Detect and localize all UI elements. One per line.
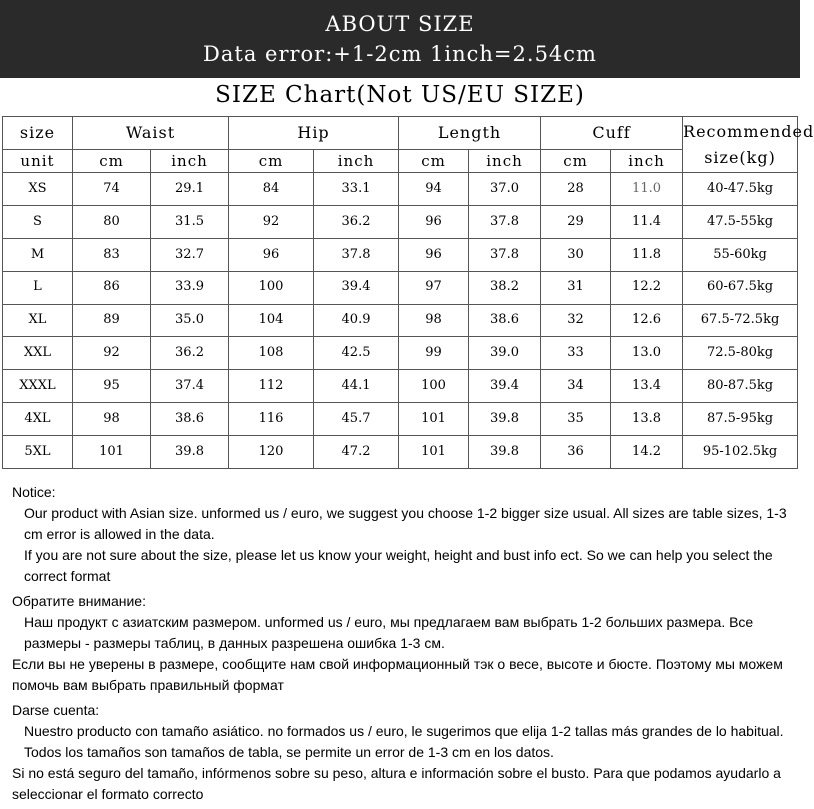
recommended-weight-cell: 95-102.5kg [683, 436, 798, 469]
measurement-cell: 116 [229, 403, 314, 436]
measurement-cell: 96 [399, 205, 469, 238]
measurement-cell: 34 [541, 370, 611, 403]
measurement-cell: 38.2 [469, 271, 541, 304]
header-row-units [3, 150, 798, 173]
size-cell: 4XL [3, 403, 73, 436]
recommended-weight-cell: 72.5-80kg [683, 337, 798, 370]
size-cell: XXL [3, 337, 73, 370]
recommended-weight-cell: 67.5-72.5kg [683, 304, 798, 337]
size-label: size [3, 117, 73, 150]
unit-cell: inch [611, 150, 683, 173]
measurement-cell: 38.6 [151, 403, 229, 436]
group-cuff: Cuff [541, 117, 683, 150]
notice-english [12, 482, 792, 587]
measurement-cell: 36.2 [314, 205, 399, 238]
group-waist: Waist [73, 117, 229, 150]
measurement-cell: 42.5 [314, 337, 399, 370]
notice-russian [12, 591, 792, 696]
measurement-cell: 96 [399, 238, 469, 271]
measurement-cell: 37.4 [151, 370, 229, 403]
measurement-cell: 33 [541, 337, 611, 370]
size-cell: M [3, 238, 73, 271]
header-title: ABOUT SIZE [325, 12, 475, 36]
measurement-cell: 100 [399, 370, 469, 403]
measurement-cell: 37.8 [469, 238, 541, 271]
table-row [3, 370, 798, 403]
unit-cell: inch [151, 150, 229, 173]
unit-cell: inch [314, 150, 399, 173]
measurement-cell: 98 [73, 403, 151, 436]
size-cell: 5XL [3, 436, 73, 469]
unit-cell: cm [541, 150, 611, 173]
measurement-cell: 32 [541, 304, 611, 337]
measurement-cell: 101 [399, 403, 469, 436]
notice-heading-en: Notice: [12, 484, 56, 500]
measurement-cell: 104 [229, 304, 314, 337]
measurement-cell: 39.8 [469, 436, 541, 469]
measurement-cell: 45.7 [314, 403, 399, 436]
table-row [3, 337, 798, 370]
measurement-cell: 84 [229, 173, 314, 206]
measurement-cell: 39.4 [469, 370, 541, 403]
measurement-cell: 86 [73, 271, 151, 304]
measurement-cell: 101 [399, 436, 469, 469]
size-cell: L [3, 271, 73, 304]
measurement-cell: 31.5 [151, 205, 229, 238]
notice-heading-es: Darse cuenta: [12, 702, 100, 718]
measurement-cell: 47.2 [314, 436, 399, 469]
table-row [3, 238, 798, 271]
table-row [3, 403, 798, 436]
size-chart-title: SIZE Chart(Not US/EU SIZE) [215, 82, 585, 108]
measurement-cell: 40.9 [314, 304, 399, 337]
measurement-cell: 112 [229, 370, 314, 403]
group-hip: Hip [229, 117, 399, 150]
measurement-cell: 11.4 [611, 205, 683, 238]
notice-text-ru-2: Если вы не уверены в размере, сообщите нам свой информационный тэк о весе, высоте и бюсте. Поэтому мы можем помочь вам выбрать правильный формат [12, 656, 783, 693]
measurement-cell: 37.0 [469, 173, 541, 206]
measurement-cell: 36 [541, 436, 611, 469]
measurement-cell: 14.2 [611, 436, 683, 469]
recommended-weight-cell: 60-67.5kg [683, 271, 798, 304]
unit-cell: cm [229, 150, 314, 173]
measurement-cell: 98 [399, 304, 469, 337]
measurement-cell: 95 [73, 370, 151, 403]
measurement-cell: 12.2 [611, 271, 683, 304]
measurement-cell: 35.0 [151, 304, 229, 337]
measurement-cell: 92 [229, 205, 314, 238]
header-row-groups [3, 117, 798, 150]
size-cell: XS [3, 173, 73, 206]
measurement-cell: 38.6 [469, 304, 541, 337]
notice-section [12, 482, 792, 809]
recommended-size-label: Recommended size(kg) [683, 117, 798, 173]
header-subtitle: Data error:+1-2cm 1inch=2.54cm [203, 42, 597, 66]
measurement-cell: 39.0 [469, 337, 541, 370]
notice-text-ru-1: Наш продукт с азиатским размером. unformed us / euro, мы предлагаем вам выбрать 1-2 больших размера. Все размеры - размеры таблиц, в данных разрешена ошибка 1-3 см. [24, 614, 754, 651]
measurement-cell: 29 [541, 205, 611, 238]
measurement-cell: 39.8 [469, 403, 541, 436]
unit-cell: inch [469, 150, 541, 173]
recommended-weight-cell: 80-87.5kg [683, 370, 798, 403]
measurement-cell: 97 [399, 271, 469, 304]
measurement-cell: 94 [399, 173, 469, 206]
measurement-cell: 99 [399, 337, 469, 370]
size-table [2, 116, 814, 469]
measurement-cell: 33.9 [151, 271, 229, 304]
measurement-cell: 12.6 [611, 304, 683, 337]
measurement-cell: 35 [541, 403, 611, 436]
recommended-weight-cell: 87.5-95kg [683, 403, 798, 436]
table-row [3, 173, 798, 206]
measurement-cell: 120 [229, 436, 314, 469]
measurement-cell: 39.8 [151, 436, 229, 469]
notice-text-en-1: Our product with Asian size. unformed us / euro, we suggest you choose 1-2 bigger size usual. All sizes are table sizes, 1-3 cm error is allowed in the data. [24, 505, 787, 542]
table-row [3, 205, 798, 238]
notice-text-en-2: If you are not sure about the size, please let us know your weight, height and bust info ect. So we can help you select the correct format [24, 547, 773, 584]
measurement-cell: 37.8 [314, 238, 399, 271]
recommended-weight-cell: 55-60kg [683, 238, 798, 271]
unit-cell: cm [73, 150, 151, 173]
measurement-cell: 36.2 [151, 337, 229, 370]
notice-text-es-2: Si no está seguro del tamaño, infórmenos sobre su peso, altura e información sobre el busto. Para que podamos ayudarlo a seleccionar el formato correcto [12, 765, 781, 802]
measurement-cell: 80 [73, 205, 151, 238]
measurement-cell: 32.7 [151, 238, 229, 271]
table-row [3, 436, 798, 469]
measurement-cell: 33.1 [314, 173, 399, 206]
measurement-cell: 96 [229, 238, 314, 271]
measurement-cell: 37.8 [469, 205, 541, 238]
notice-text-es-1: Nuestro producto con tamaño asiático. no formados us / euro, le sugerimos que elija 1-2 tallas más grandes de lo habitual. Todos los tamaños son tamaños de tabla, se permite un error de 1-3 cm en los datos. [24, 723, 784, 760]
measurement-cell: 28 [541, 173, 611, 206]
table-row [3, 271, 798, 304]
unit-cell: cm [399, 150, 469, 173]
size-cell: S [3, 205, 73, 238]
measurement-cell: 101 [73, 436, 151, 469]
notice-heading-ru: Обратите внимание: [12, 593, 146, 609]
size-cell: XXXL [3, 370, 73, 403]
size-cell: XL [3, 304, 73, 337]
measurement-cell: 108 [229, 337, 314, 370]
measurement-cell: 31 [541, 271, 611, 304]
about-size-header [0, 0, 800, 78]
measurement-cell: 11.8 [611, 238, 683, 271]
measurement-cell: 39.4 [314, 271, 399, 304]
measurement-cell: 13.0 [611, 337, 683, 370]
group-length: Length [399, 117, 541, 150]
recommended-weight-cell: 47.5-55kg [683, 205, 798, 238]
notice-spanish [12, 700, 792, 805]
measurement-cell: 100 [229, 271, 314, 304]
measurement-cell: 30 [541, 238, 611, 271]
measurement-cell: 44.1 [314, 370, 399, 403]
measurement-cell: 83 [73, 238, 151, 271]
measurement-cell: 13.4 [611, 370, 683, 403]
measurement-cell: 92 [73, 337, 151, 370]
table-row [3, 304, 798, 337]
unit-label: unit [3, 150, 73, 173]
measurement-cell: 13.8 [611, 403, 683, 436]
measurement-cell: 89 [73, 304, 151, 337]
measurement-cell: 29.1 [151, 173, 229, 206]
recommended-weight-cell: 40-47.5kg [683, 173, 798, 206]
measurement-cell: 74 [73, 173, 151, 206]
measurement-cell: 11.0 [611, 173, 683, 206]
